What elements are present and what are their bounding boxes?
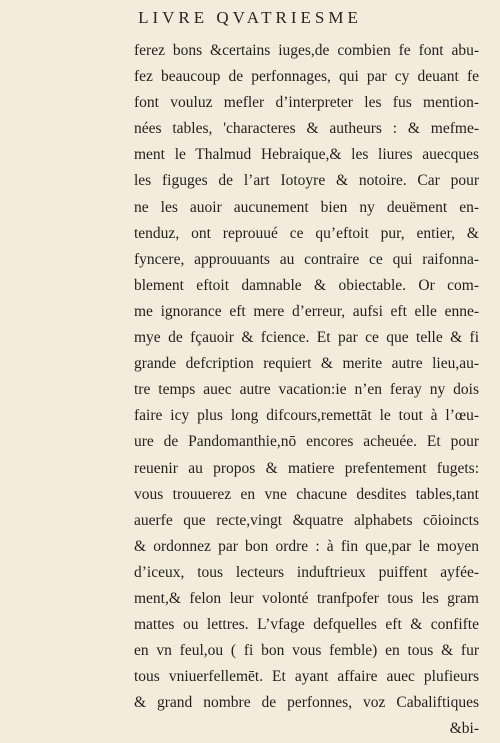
text-line: blement eftoit damnable & obiectable. Or com- bbox=[134, 276, 479, 294]
text-line: tous vniuerfellemēt. Et ayant affaire auec plufieurs bbox=[134, 668, 479, 686]
text-line: tenduz, ont reprouué ce qu’eftoit pur, entier, & bbox=[134, 224, 479, 242]
text-line: vous trouuerez en vne chacune desdites tables,tant bbox=[134, 485, 479, 503]
text-line: & grand nombre de perfonnes, voz Cabaliftiques bbox=[134, 694, 479, 712]
text-line: reuenir au propos & matiere prefentement fugets: bbox=[134, 459, 479, 477]
text-line: ferez bons &certains iuges,de combien fe font abu- bbox=[134, 42, 479, 59]
text-line: nées tables, 'characteres & autheurs : & mefme- bbox=[134, 120, 479, 138]
text-line: grande defcription requiert & merite autre lieu,au- bbox=[134, 355, 479, 373]
text-line: fyncere, approuuants au contraire ce qui raifonna- bbox=[134, 250, 479, 268]
text-line: & ordonnez par bon ordre : à fin que,par le moyen bbox=[134, 537, 479, 555]
text-line: ne les auoir aucunement bien ny deuëment en- bbox=[134, 198, 479, 216]
text-line: en vn feul,ou ( fi bon vous femble) en tous & fur bbox=[134, 642, 479, 660]
text-line: mye de fçauoir & fcience. Et par ce que telle & fi bbox=[134, 329, 479, 347]
text-line: tre temps auec autre vacation:ie n’en feray ny dois bbox=[134, 381, 479, 399]
text-line: mattes ou lettres. L’vfage defquelles eft & confifte bbox=[134, 616, 479, 634]
text-line: ment,& felon leur volonté tranfpofer tous les gram bbox=[134, 589, 479, 607]
text-line: ment le Thalmud Hebraique,& les liures auecques bbox=[134, 146, 479, 164]
text-line: auerfe que recte,vingt &quatre alphabets cōioincts bbox=[134, 511, 479, 529]
text-line: d’iceux, tous lecteurs induftrieux puiffent ayfée- bbox=[134, 563, 479, 581]
text-line: font vouluz mefler d’interpreter les fus mention- bbox=[134, 94, 479, 112]
text-line: les figuges de l’art Iotoyre & notoire. Car pour bbox=[134, 172, 479, 190]
text-line: fez beaucoup de perfonnages, qui par cy deuant fe bbox=[134, 68, 479, 86]
catchword: &bi- bbox=[449, 720, 479, 738]
text-line: faire icy plus long difcours,remettāt le tout à l’œu- bbox=[134, 407, 479, 425]
text-line: me ignorance eft mere d’erreur, aufsi eft elle enne- bbox=[134, 302, 479, 320]
text-line: ure de Pandomanthie,nō encores acheuée. Et pour bbox=[134, 433, 479, 451]
body-text bbox=[134, 38, 479, 743]
running-title: LIVRE QVATRIESME bbox=[138, 8, 362, 27]
